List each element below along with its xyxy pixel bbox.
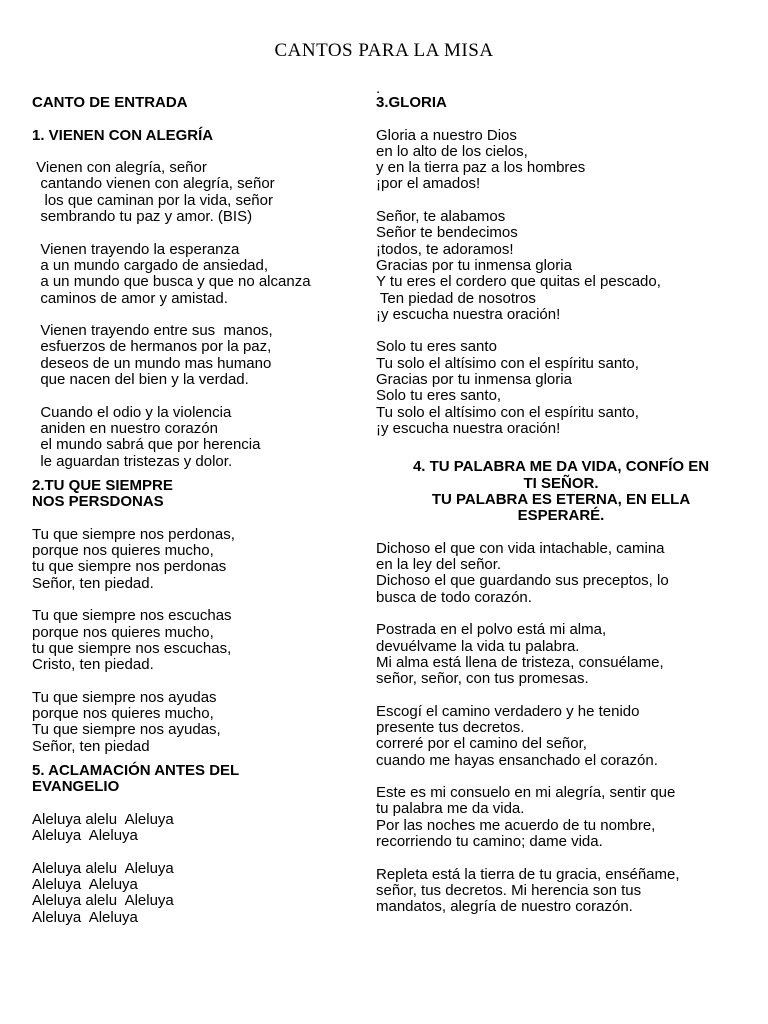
song-title-tu-que-siempre-line1: 2.TU QUE SIEMPRE [32, 476, 173, 494]
stanza [376, 785, 746, 850]
lyric-line: porque nos quieres mucho, [32, 704, 214, 722]
song-title-aclamacion-line1: 5. ACLAMACIÓN ANTES DEL [32, 761, 240, 779]
stanza [32, 812, 362, 845]
lyric-line: Postrada en el polvo está mi alma, [376, 621, 607, 639]
song-title-tu-palabra-line1: 4. TU PALABRA ME DA VIDA, CONFÍO EN [412, 458, 710, 476]
lyric-line: Aleluya alelu Aleluya [32, 892, 174, 910]
lyric-line: Señor te bendecimos [376, 224, 518, 242]
lyric-line: Dichoso el que con vida intachable, camina [376, 539, 665, 557]
lyric-line: Aleluya alelu Aleluya [32, 810, 174, 828]
song-title-tu-palabra-line4: ESPERARÉ. [517, 507, 605, 525]
lyric-line: porque nos quieres mucho, [32, 542, 214, 560]
lyric-line: deseos de un mundo mas humano [32, 354, 272, 372]
lyric-line: señor, tus decretos. Mi herencia son tus [376, 881, 642, 899]
song3-stanzas [376, 128, 746, 438]
lyric-line: Aleluya alelu Aleluya [32, 859, 174, 877]
lyric-line: Ten piedad de nosotros [376, 289, 536, 307]
song-title-gloria: 3.GLORIA [376, 94, 447, 111]
song-title-vienen-con-alegria: 1. VIENEN CON ALEGRÍA [32, 126, 214, 144]
lyric-line: los que caminan por la vida, señor [32, 191, 273, 209]
lyric-line: a un mundo que busca y que no alcanza [32, 273, 311, 291]
song-title-tu-palabra-line2: TI SEÑOR. [523, 474, 599, 492]
lyric-line: ¡por el amados! [376, 175, 481, 193]
lyric-line: correré por el camino del señor, [376, 735, 587, 753]
stanza [376, 867, 746, 916]
song-title-tu-palabra-line3: TU PALABRA ES ETERNA, EN ELLA [431, 490, 691, 508]
lyric-line: Aleluya Aleluya [32, 875, 138, 893]
lyric-line: a un mundo cargado de ansiedad, [32, 256, 269, 274]
section-label-entrada: CANTO DE ENTRADA [32, 94, 188, 111]
lyric-line: Por las noches me acuerdo de tu nombre, [376, 816, 656, 834]
lyric-line: Solo tu eres santo [376, 338, 497, 356]
lyric-line: Señor, te alabamos [376, 208, 506, 226]
page-title: CANTOS PARA LA MISA [274, 40, 494, 61]
lyric-line: Tu que siempre nos escuchas [32, 607, 232, 625]
lyric-line: Solo tu eres santo, [376, 387, 502, 405]
song4-stanzas [376, 541, 746, 916]
lyric-line: busca de todo corazón. [376, 588, 532, 606]
lyric-line: recorriendo tu camino; dame vida. [376, 833, 603, 851]
lyric-line: Señor, ten piedad. [32, 574, 154, 592]
lyric-line: Gloria a nuestro Dios [376, 126, 517, 144]
lyric-line: Y tu eres el cordero que quitas el pescado, [376, 273, 661, 291]
lyric-line: y en la tierra paz a los hombres [376, 159, 586, 177]
lyric-line: Aleluya Aleluya [32, 827, 138, 845]
song5-stanzas [32, 812, 362, 926]
stanza [32, 861, 362, 926]
stanza [32, 405, 362, 470]
lyric-line: Vienen con alegría, señor [32, 159, 207, 177]
song2-stanzas [32, 527, 362, 755]
lyric-line: Escogí el camino verdadero y he tenido [376, 702, 640, 720]
lyric-line: sembrando tu paz y amor. (BIS) [32, 208, 253, 226]
lyric-line: cantando vienen con alegría, señor [32, 175, 275, 193]
stanza [32, 527, 362, 592]
song-title-tu-que-siempre-line2: NOS PERSDONAS [32, 493, 164, 511]
stanza [376, 128, 746, 193]
lyric-line: mandatos, alegría de nuestro corazón. [376, 898, 633, 916]
lyric-line: Gracias por tu inmensa gloria [376, 371, 572, 389]
lyric-line: tu palabra me da vida. [376, 800, 525, 818]
lyric-line: Mi alma está llena de tristeza, consuélame, [376, 653, 664, 671]
lyric-line: que nacen del bien y la verdad. [32, 371, 249, 389]
lyric-line: Vienen trayendo la esperanza [32, 240, 240, 258]
lyric-line: el mundo sabrá que por herencia [32, 436, 261, 454]
lyric-line: Dichoso el que guardando sus preceptos, lo [376, 572, 669, 590]
lyric-line: Cristo, ten piedad. [32, 656, 154, 674]
lyric-line: Tu que siempre nos perdonas, [32, 525, 235, 543]
song1-stanzas [32, 160, 362, 470]
stanza [376, 209, 746, 323]
stanza [376, 339, 746, 437]
lyric-line: cuando me hayas ensanchado el corazón. [376, 751, 658, 769]
right-column [376, 82, 746, 916]
lyric-line: esfuerzos de hermanos por la paz, [32, 338, 272, 356]
song-title-aclamacion-line2: EVANGELIO [32, 778, 120, 796]
lyric-line: Tu solo el altísimo con el espíritu santo, [376, 354, 639, 372]
lyric-line: Vienen trayendo entre sus manos, [32, 322, 273, 340]
lyric-line: ¡y escucha nuestra oración! [376, 305, 561, 323]
lyric-line: aniden en nuestro corazón [32, 419, 218, 437]
stanza [32, 242, 362, 307]
lyric-line: Aleluya Aleluya [32, 908, 138, 926]
lyric-line: tu que siempre nos perdonas [32, 558, 227, 576]
lyric-line: tu que siempre nos escuchas, [32, 639, 232, 657]
lyric-line: en la ley del señor. [376, 556, 502, 574]
lyric-line: señor, señor, con tus promesas. [376, 670, 589, 688]
lyric-line: en lo alto de los cielos, [376, 142, 528, 160]
lyric-line: ¡todos, te adoramos! [376, 240, 514, 258]
lyric-line: Tu que siempre nos ayudas, [32, 721, 221, 739]
stanza [32, 608, 362, 673]
lyric-line: porque nos quieres mucho, [32, 623, 214, 641]
stray-dot: . [376, 80, 381, 97]
lyric-line: le aguardan tristezas y dolor. [32, 452, 233, 470]
lyric-line: Repleta está la tierra de tu gracia, enséñame, [376, 865, 680, 883]
stanza [376, 622, 746, 687]
stanza [32, 160, 362, 225]
lyric-line: devuélvame la vida tu palabra. [376, 637, 580, 655]
lyric-line: Cuando el odio y la violencia [32, 403, 232, 421]
lyric-line: Gracias por tu inmensa gloria [376, 256, 572, 274]
lyric-line: ¡y escucha nuestra oración! [376, 419, 561, 437]
lyric-line: caminos de amor y amistad. [32, 289, 228, 307]
lyric-line: Este es mi consuelo en mi alegría, sentir que [376, 784, 676, 802]
stanza [32, 690, 362, 755]
stanza [32, 323, 362, 388]
stanza [376, 541, 746, 606]
lyric-line: Tu solo el altísimo con el espíritu santo, [376, 403, 639, 421]
left-column [32, 95, 362, 926]
lyric-line: Señor, ten piedad [32, 737, 150, 755]
lyric-line: Tu que siempre nos ayudas [32, 688, 217, 706]
stanza [376, 704, 746, 769]
lyric-line: presente tus decretos. [376, 718, 525, 736]
